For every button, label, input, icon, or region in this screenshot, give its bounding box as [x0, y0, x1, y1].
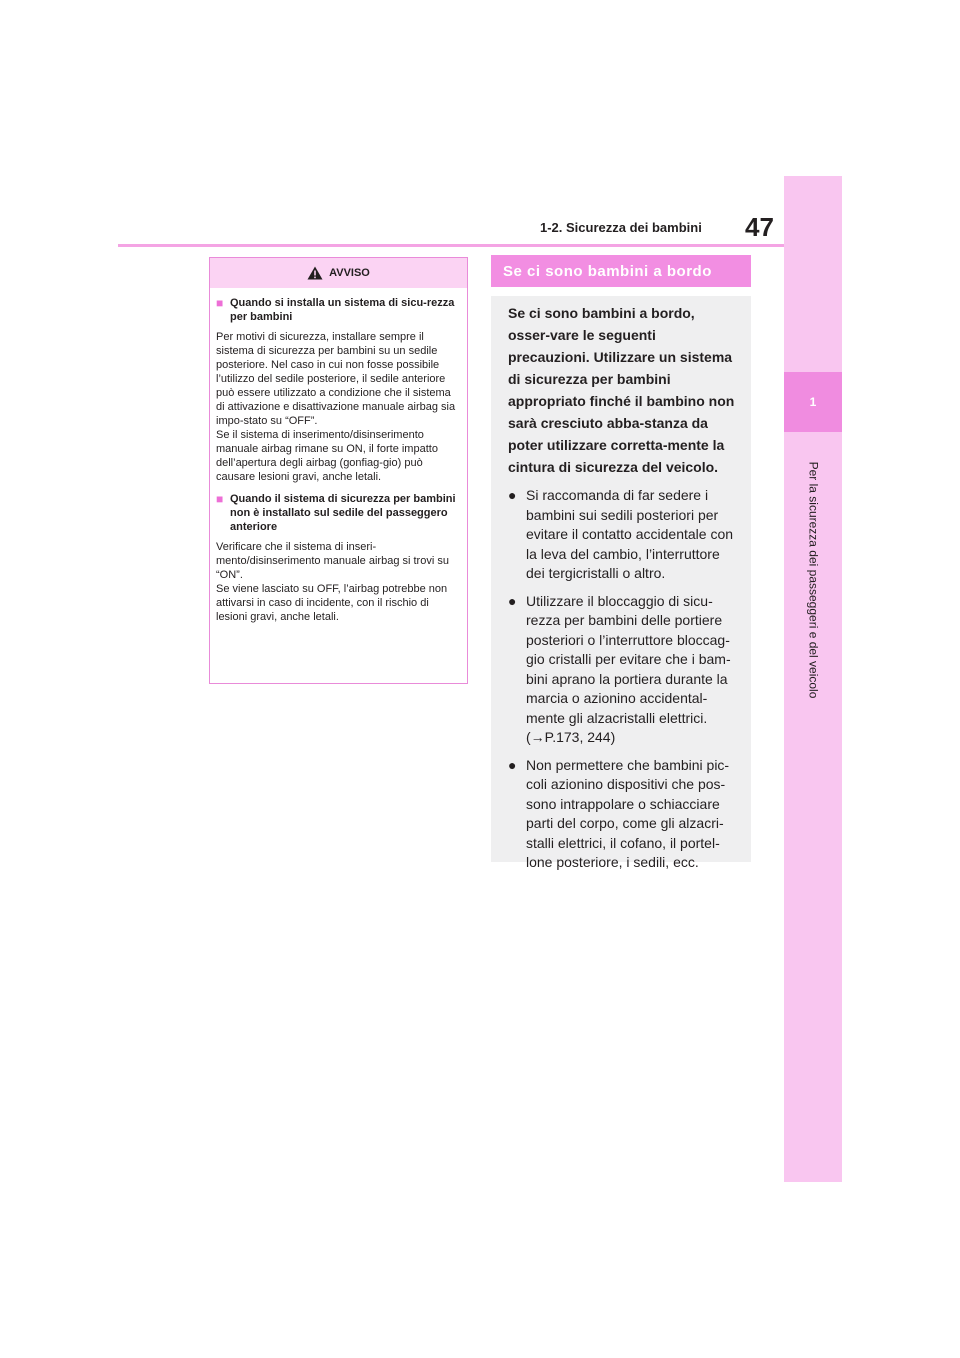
warning-header — [210, 258, 467, 288]
info-box — [491, 296, 751, 870]
info-bullet — [508, 756, 735, 873]
info-bullet-text: Non permettere che bambini pic-coli azionino dispositivi che pos-sono intrappolare o schiacciare parti del corpo, come gli alzacri-stalli elettrici, il cofano, il portel-lone posteriore, i sedili, ecc. — [526, 756, 730, 870]
chapter-number-tab[interactable] — [784, 372, 842, 432]
chapter-title-vertical — [783, 440, 843, 720]
chapter-number: 1 — [809, 395, 817, 409]
warning-body — [210, 288, 467, 624]
info-intro: Se ci sono bambini a bordo, osser-vare le seguenti precauzioni. Utilizzare un sistema di sicurezza per bambini appropriato finché il bambino non sarà cresciuto abba-stanza da poter utilizzare corretta-mente la cintura di sicurezza del veicolo. — [508, 305, 735, 475]
warning-item-title-text: Quando si installa un sistema di sicu-rezza per bambini — [230, 297, 455, 323]
warning-box — [209, 257, 468, 684]
bullet-dot-icon: ● — [508, 487, 517, 503]
square-bullet-icon: ■ — [216, 492, 224, 506]
info-bullet — [508, 592, 735, 748]
section-header: 1-2. Sicurezza dei bambini — [540, 220, 702, 235]
bullet-dot-icon: ● — [508, 592, 517, 609]
warning-item-text: Verificare che il sistema di inseri-mento/disinserimento manuale airbag si trovi su “ON”. Se viene lasciato su OFF, l’airbag potrebbe non attivarsi in caso di incidente, con il rischio di lesioni gravi, anche letali. — [216, 541, 449, 623]
square-bullet-icon: ■ — [216, 296, 224, 310]
info-bullet-text: Si raccomanda di far sedere i bambini sui sedili posteriori per evitare il contatto accidentale con la leva del cambio, l’interruttore dei tergicristalli o altro. — [526, 487, 734, 581]
chapter-title: Per la sicurezza dei passeggeri e del veicolo — [806, 461, 821, 699]
warning-item-title — [216, 296, 461, 324]
warning-item-title-text: Quando il sistema di sicurezza per bambini non è installato sul sedile del passeggero anteriore — [230, 493, 456, 533]
warning-item-text: Per motivi di sicurezza, installare sempre il sistema di sicurezza per bambini su un sedile posteriore. Nel caso in cui non fosse possibile l’utilizzo del sedile posteriore, il sedile anteriore può essere utilizzato a condizione che il sistema di attivazione e disattivazione manuale airbag sia impo-stato su “OFF”. Se il sistema di inserimento/disinserimento manuale airbag rimane su ON, il forte impatto dell’apertura degli airbag (gonfiag-gio) può causare lesioni gravi, anche letali. — [216, 331, 456, 483]
page-number: 47 — [745, 212, 774, 242]
bullet-dot-icon: ● — [508, 756, 517, 773]
warning-triangle-icon — [307, 266, 323, 280]
info-bullet-text: Utilizzare il bloccaggio di sicu-rezza per bambini delle portiere posteriori o l’interruttore bloccag-gio cristalli per evitare che i bam-bini aprano la portiera durante la marcia o azionino accidental-mente gli alzacristalli elettrici. (→P.173, 244) — [526, 592, 731, 745]
info-bullet — [508, 486, 735, 584]
warning-title: AVVISO — [329, 267, 370, 279]
warning-item-title — [216, 492, 461, 534]
header-divider — [118, 244, 784, 247]
info-section-title: Se ci sono bambini a bordo — [491, 255, 751, 287]
